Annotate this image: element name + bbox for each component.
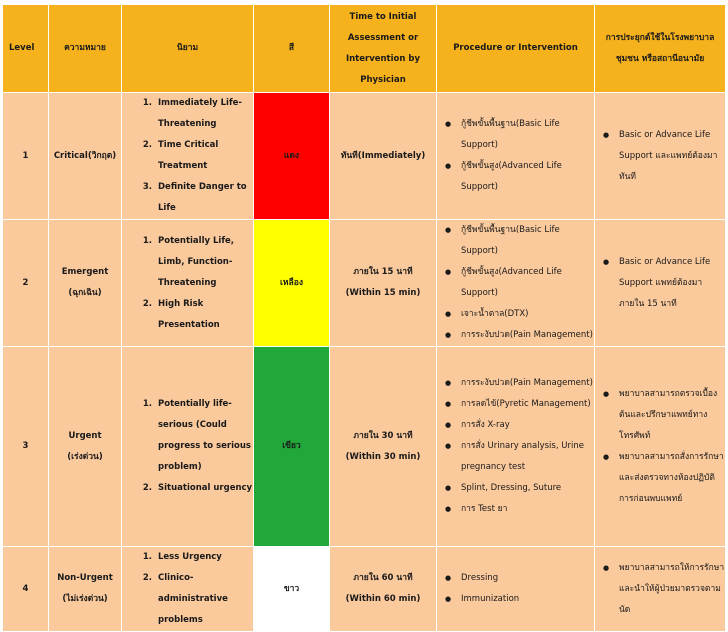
definition-cell xyxy=(122,347,254,547)
definition-cell xyxy=(122,93,254,220)
procedure-item: ● การระงับปวด(Pain Management) xyxy=(453,325,594,346)
application-cell xyxy=(595,547,726,632)
definition-item: 2. High Risk Presentation xyxy=(155,294,253,336)
header-time: Time to Initial Assessment or Intervention by Physician xyxy=(330,5,437,93)
procedure-cell xyxy=(437,547,595,632)
procedure-item: ● เจาะน้ำตาล(DTX) xyxy=(453,304,594,325)
procedure-item: ● กู้ชีพขั้นพื้นฐาน(Basic Life Support) xyxy=(453,114,594,156)
table-row-level-2 xyxy=(3,220,726,347)
definition-item: 1. Less Urgency xyxy=(155,547,253,568)
meaning-cell: Emergent (ฉุกเฉิน) xyxy=(49,220,122,347)
procedure-item: ● กู้ชีพขั้นพื้นฐาน(Basic Life Support) xyxy=(453,220,594,262)
header-row xyxy=(3,5,726,93)
level-cell: 4 xyxy=(3,547,49,632)
application-item: ● พยาบาลสามารถตรวจเบื้องต้นและปรึกษาแพทย์ทางโทรศัพท์ xyxy=(611,384,725,447)
application-item: ● พยาบาลสามารถสั่งการรักษาและส่งตรวจทางห้องปฏิบัติการก่อนพบแพทย์ xyxy=(611,447,725,510)
procedure-cell xyxy=(437,93,595,220)
meaning-cell: Non-Urgent (ไม่เร่งด่วน) xyxy=(49,547,122,632)
level-cell: 3 xyxy=(3,347,49,547)
header-application: การประยุกต์ใช้ในโรงพยาบาล ชุมชน หรือสถานีอนามัย xyxy=(595,5,726,93)
table-row-level-1 xyxy=(3,93,726,220)
application-cell xyxy=(595,347,726,547)
triage-level-table xyxy=(2,4,726,632)
definition-cell xyxy=(122,220,254,347)
procedure-item: ● การสั่ง X-ray xyxy=(453,415,594,436)
procedure-item: ● การ Test ยา xyxy=(453,499,594,520)
procedure-item: ● Splint, Dressing, Suture xyxy=(453,478,594,499)
table-row-level-3 xyxy=(3,347,726,547)
definition-item: 1. Immediately Life-Threatening xyxy=(155,93,253,135)
application-item: ● Basic or Advance Life Support แพทย์ต้องมาภายใน 15 นาที xyxy=(611,252,725,315)
procedure-item: ● Immunization xyxy=(453,589,594,610)
definition-item: 3. Definite Danger to Life xyxy=(155,177,253,219)
triage-table-wrapper xyxy=(2,4,726,632)
application-item: ● พยาบาลสามารถให้การรักษาและนำให้ผู้ป่วยมาตรวจตามนัด xyxy=(611,558,725,621)
time-cell: ภายใน 15 นาที (Within 15 min) xyxy=(330,220,437,347)
procedure-item: ● การระงับปวด(Pain Management) xyxy=(453,373,594,394)
definition-item: 2. Clinico-administrative problems xyxy=(155,568,253,631)
header-level: Level xyxy=(3,5,49,93)
header-meaning: ความหมาย xyxy=(49,5,122,93)
definition-cell xyxy=(122,547,254,632)
meaning-cell: Urgent (เร่งด่วน) xyxy=(49,347,122,547)
procedure-item: ● กู้ชีพขั้นสูง(Advanced Life Support) xyxy=(453,156,594,198)
procedure-item: ● การสั่ง Urinary analysis, Urine pregnancy test xyxy=(453,436,594,478)
color-cell-yellow: เหลือง xyxy=(254,220,330,347)
level-cell: 1 xyxy=(3,93,49,220)
definition-item: 1. Potentially Life, Limb, Function-Threatening xyxy=(155,231,253,294)
definition-item: 2. Time Critical Treatment xyxy=(155,135,253,177)
application-cell xyxy=(595,93,726,220)
application-item: ● Basic or Advance Life Support และแพทย์ต้องมาทันที xyxy=(611,125,725,188)
procedure-cell xyxy=(437,220,595,347)
color-cell-green: เขียว xyxy=(254,347,330,547)
procedure-item: ● Dressing xyxy=(453,568,594,589)
application-cell xyxy=(595,220,726,347)
procedure-cell xyxy=(437,347,595,547)
procedure-item: ● กู้ชีพขั้นสูง(Advanced Life Support) xyxy=(453,262,594,304)
color-cell-red: แดง xyxy=(254,93,330,220)
time-cell: ภายใน 30 นาที (Within 30 min) xyxy=(330,347,437,547)
level-cell: 2 xyxy=(3,220,49,347)
header-color: สี xyxy=(254,5,330,93)
time-cell: ภายใน 60 นาที (Within 60 min) xyxy=(330,547,437,632)
table-row-level-4 xyxy=(3,547,726,632)
time-cell: ทันที(Immediately) xyxy=(330,93,437,220)
definition-item: 2. Situational urgency xyxy=(155,478,253,499)
meaning-cell: Critical(วิกฤต) xyxy=(49,93,122,220)
header-definition: นิยาม xyxy=(122,5,254,93)
procedure-item: ● การลดไข้(Pyretic Management) xyxy=(453,394,594,415)
definition-item: 1. Potentially life-serious (Could progress to serious problem) xyxy=(155,394,253,478)
color-cell-white: ขาว xyxy=(254,547,330,632)
header-procedure: Procedure or Intervention xyxy=(437,5,595,93)
